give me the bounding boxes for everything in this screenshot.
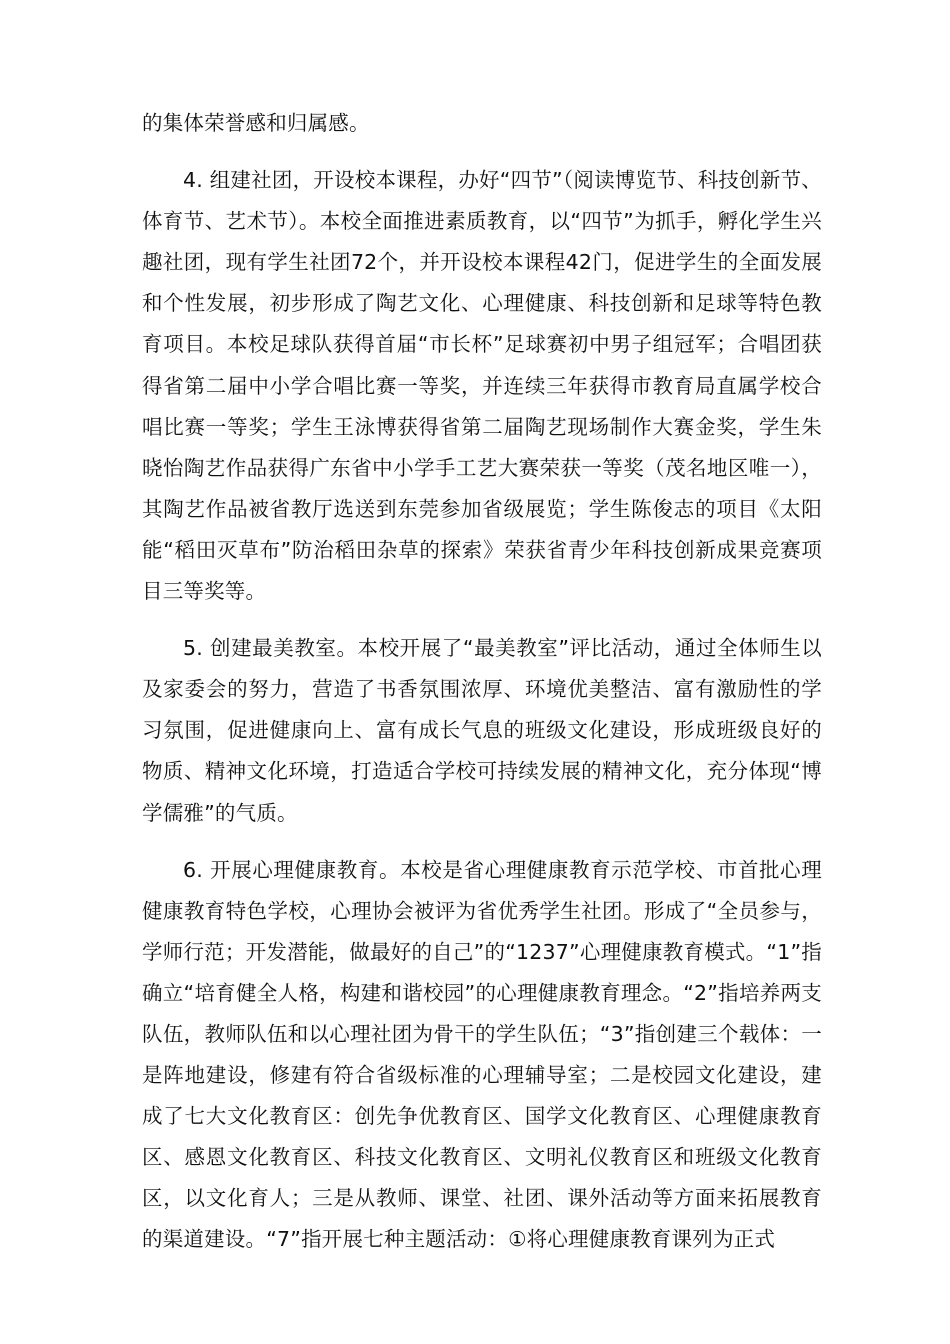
paragraph-continuation: 的集体荣誉感和归属感。	[142, 111, 370, 135]
document-body	[142, 103, 822, 1261]
paragraph-item-4: 4. 组建社团，开设校本课程，办好“四节”（阅读博览节、科技创新节、体育节、艺术节）。本校全面推进素质教育，以“四节”为抓手，孵化学生兴趣社团，现有学生社团72个，并开设校本课程42门，促进学生的全面发展和个性发展，初步形成了陶艺文化、心理健康、科技创新和足球等特色教育项目。本校足球队获得首届“市长杯”足球赛初中男子组冠军；合唱团获得省第二届中小学合唱比赛一等奖，并连续三年获得市教育局直属学校合唱比赛一等奖；学生王泳博获得省第二届陶艺现场制作大赛金奖，学生朱晓怡陶艺作品获得广东省中小学手工艺大赛荣获一等奖（茂名地区唯一），其陶艺作品被省教厅选送到东莞参加省级展览；学生陈俊志的项目《太阳能“稻田灭草布”防治稻田杂草的探索》荣获省青少年科技创新成果竞赛项目三等奖等。	[142, 168, 822, 604]
paragraph-item-5: 5. 创建最美教室。本校开展了“最美教室”评比活动，通过全体师生以及家委会的努力，营造了书香氛围浓厚、环境优美整洁、富有激励性的学习氛围，促进健康向上、富有成长气息的班级文化建设，形成班级良好的物质、精神文化环境，打造适合学校可持续发展的精神文化，充分体现“博学儒雅”的气质。	[142, 636, 822, 825]
paragraph-item-6: 6. 开展心理健康教育。本校是省心理健康教育示范学校、市首批心理健康教育特色学校，心理协会被评为省优秀学生社团。形成了“全员参与，学师行范；开发潜能，做最好的自己”的“1237”心理健康教育模式。“1”指确立“培育健全人格，构建和谐校园”的心理健康教育理念。“2”指培养两支队伍，教师队伍和以心理社团为骨干的学生队伍；“3”指创建三个载体：一是阵地建设，修建有符合省级标准的心理辅导室；二是校园文化建设，建成了七大文化教育区：创先争优教育区、国学文化教育区、心理健康教育区、感恩文化教育区、科技文化教育区、文明礼仪教育区和班级文化教育区，以文化育人；三是从教师、课堂、社团、课外活动等方面来拓展教育的渠道建设。“7”指开展七种主题活动：①将心理健康教育课列为正式	[142, 857, 822, 1252]
